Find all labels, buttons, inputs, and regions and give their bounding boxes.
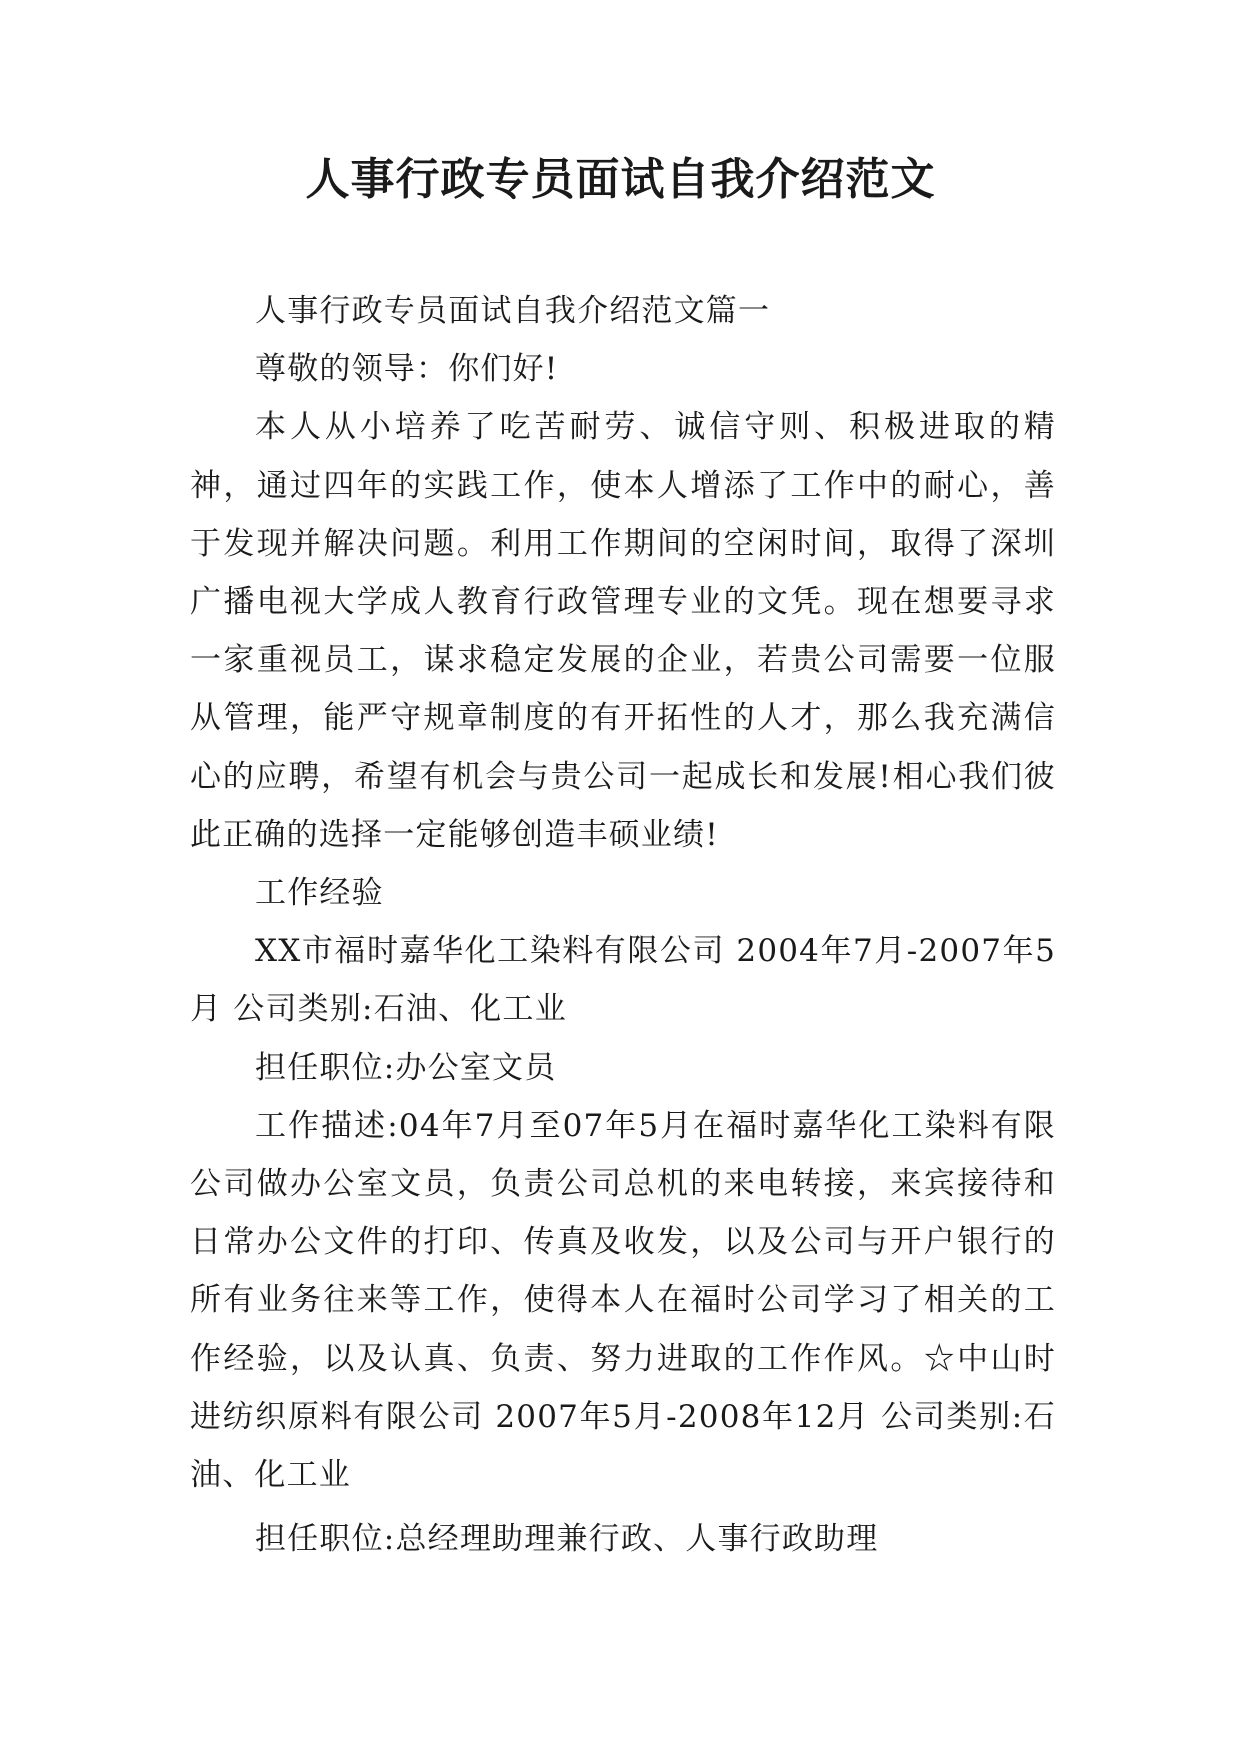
greeting-paragraph: 尊敬的领导：你们好! [255, 351, 559, 388]
document-body [190, 282, 1056, 1568]
document-title: 人事行政专员面试自我介绍范文 [305, 154, 936, 205]
position-paragraph-2: 担任职位:总经理助理兼行政、人事行政助理 [255, 1521, 879, 1558]
work-experience-heading: 工作经验 [255, 875, 384, 912]
position-paragraph: 担任职位:办公室文员 [255, 1049, 557, 1086]
section-heading: 人事行政专员面试自我介绍范文篇一 [255, 293, 771, 329]
job-description-paragraph: 工作描述:04年7月至07年5月在福时嘉华化工染料有限公司做办公室文员，负责公司总机的来电转接，来宾接待和日常办公文件的打印、传真及收发，以及公司与开户银行的所有业务往来等工作，使得本人在福时公司学习了相关的工作经验，以及认真、负责、努力进取的工作作风。☆中山时进纺织原料有限公司 2007年5月-2008年12月 公司类别:石油、化工业 [190, 1107, 1056, 1494]
company-entry-paragraph: XX市福时嘉华化工染料有限公司 2004年7月-2007年5月 公司类别:石油、化工业 [190, 933, 1056, 1028]
self-introduction-paragraph: 本人从小培养了吃苦耐劳、诚信守则、积极进取的精神，通过四年的实践工作，使本人增添了工作中的耐心，善于发现并解决问题。利用工作期间的空闲时间，取得了深圳广播电视大学成人教育行政管理专业的文凭。现在想要寻求一家重视员工，谋求稳定发展的企业，若贵公司需要一位服从管理，能严守规章制度的有开拓性的人才，那么我充满信心的应聘，希望有机会与贵公司一起成长和发展!相心我们彼此正确的选择一定能够创造丰硕业绩! [190, 409, 1056, 853]
